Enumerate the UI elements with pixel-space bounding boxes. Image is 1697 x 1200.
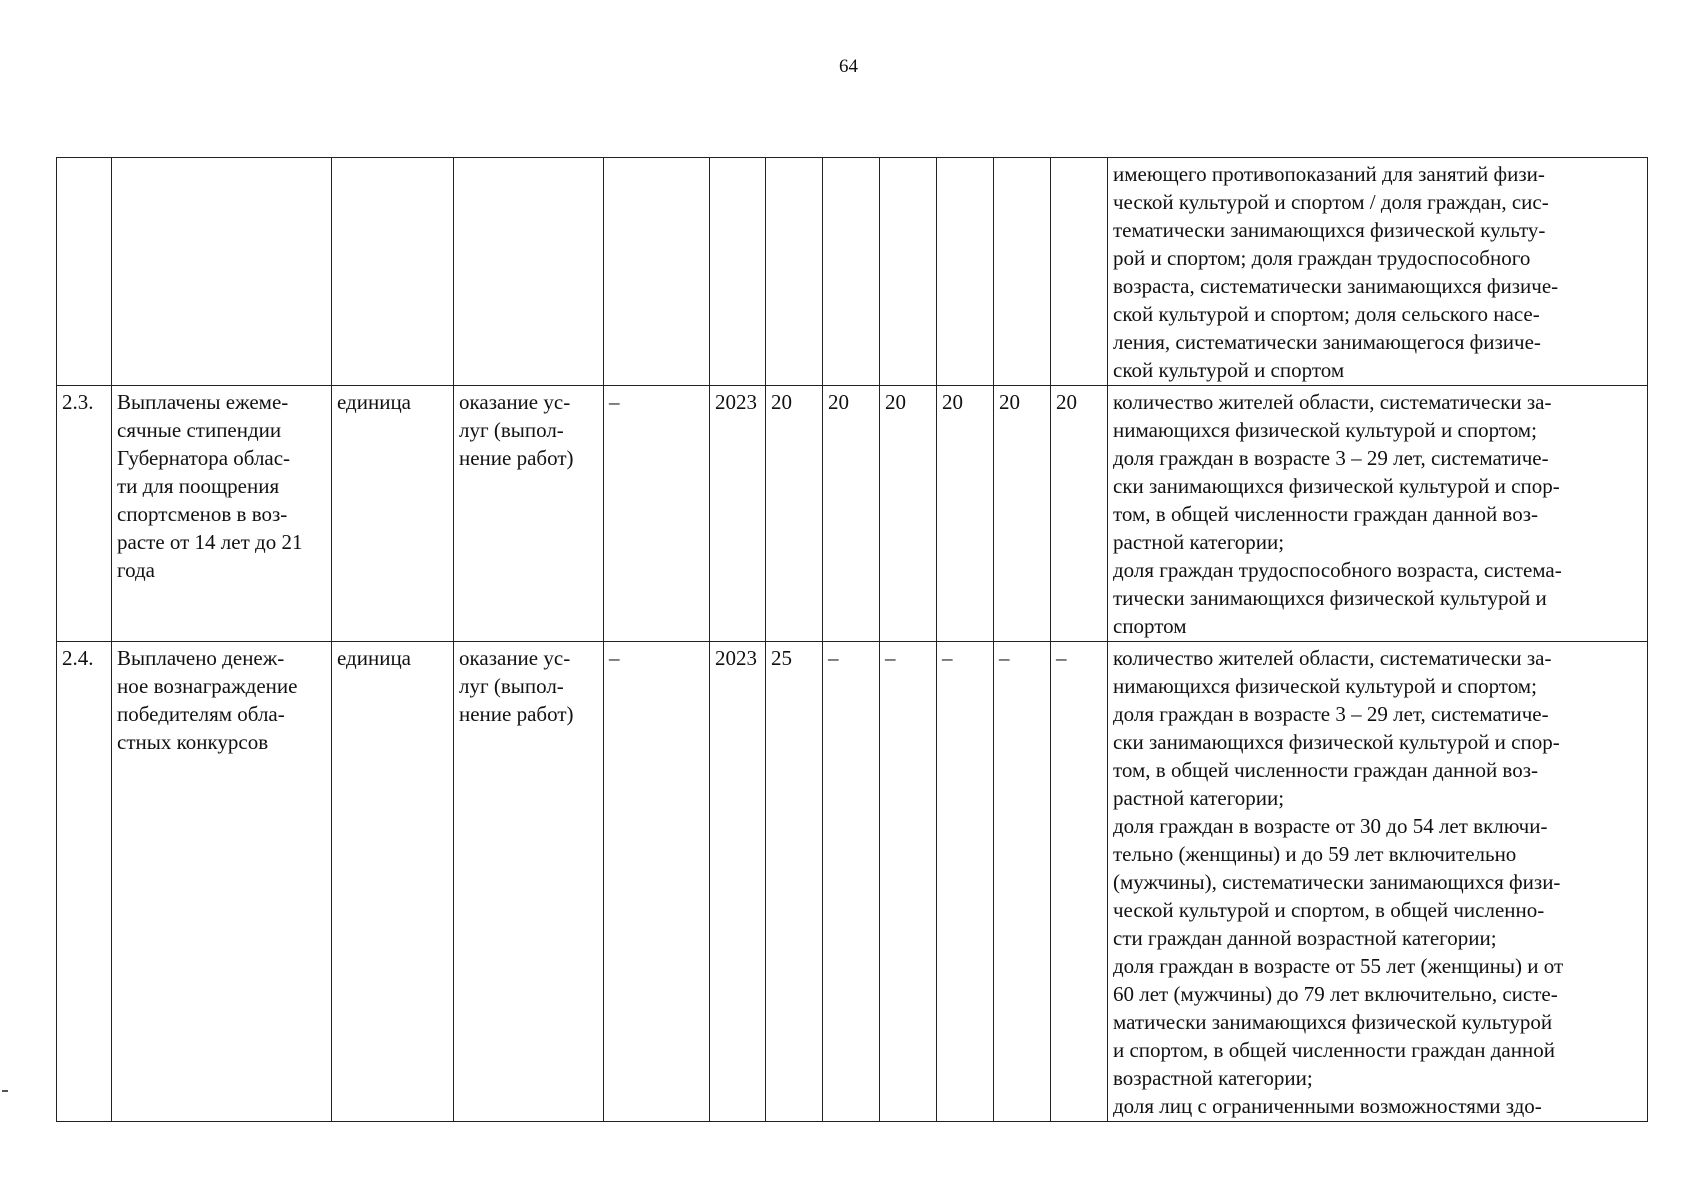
row-value-4: 20 bbox=[937, 386, 994, 642]
row-value-6 bbox=[1051, 158, 1108, 386]
row-unit: единица bbox=[332, 642, 454, 1122]
row-value-5 bbox=[994, 158, 1051, 386]
row-value-1: 20 bbox=[766, 386, 823, 642]
row-value-3: 20 bbox=[880, 386, 937, 642]
row-value-2 bbox=[823, 158, 880, 386]
row-value-5: – bbox=[994, 642, 1051, 1122]
table-row bbox=[57, 642, 1648, 1122]
margin-mark bbox=[2, 1090, 8, 1092]
results-table bbox=[56, 157, 1648, 1122]
row-year: 2023 bbox=[710, 386, 766, 642]
row-value-3: – bbox=[880, 642, 937, 1122]
row-name: Выплачены ежеме- сячные стипендии Губернатора облас- ти для поощрения спортсменов в воз- расте от 14 лет до 21 года bbox=[112, 386, 332, 642]
row-value-4: – bbox=[937, 642, 994, 1122]
row-base-value: – bbox=[604, 642, 710, 1122]
row-value-2: 20 bbox=[823, 386, 880, 642]
row-value-5: 20 bbox=[994, 386, 1051, 642]
row-name bbox=[112, 158, 332, 386]
row-value-1: 25 bbox=[766, 642, 823, 1122]
row-value-2: – bbox=[823, 642, 880, 1122]
row-unit bbox=[332, 158, 454, 386]
row-year bbox=[710, 158, 766, 386]
row-base-value bbox=[604, 158, 710, 386]
row-indicators: количество жителей области, систематически за- нимающихся физической культурой и спортом; доля граждан в возрасте 3 – 29 лет, систематиче- ски занимающихся физической культурой и спор- том, в общей численности граждан данной воз- растной категории; доля граждан в возрасте от 30 до 54 лет включи- тельно (женщины) и до 59 лет включительно (мужчины), систематически занимающихся физи- ческой культурой и спортом, в общей численно- сти граждан данной возрастной категории; доля граждан в возрасте от 55 лет (женщины) и от 60 лет (мужчины) до 79 лет включительно, систе- матически занимающихся физической культурой и спортом, в общей численности граждан данной возрастной категории; доля лиц с ограниченными возможностями здо- bbox=[1108, 642, 1648, 1122]
row-number: 2.4. bbox=[57, 642, 112, 1122]
row-year: 2023 bbox=[710, 642, 766, 1122]
row-value-6: – bbox=[1051, 642, 1108, 1122]
row-value-6: 20 bbox=[1051, 386, 1108, 642]
row-value-4 bbox=[937, 158, 994, 386]
table-row bbox=[57, 386, 1648, 642]
row-type: оказание ус- луг (выпол- нение работ) bbox=[454, 386, 604, 642]
row-indicators: количество жителей области, систематически за- нимающихся физической культурой и спортом; доля граждан в возрасте 3 – 29 лет, систематиче- ски занимающихся физической культурой и спор- том, в общей численности граждан данной воз- растной категории; доля граждан трудоспособного возраста, система- тически занимающихся физической культурой и спортом bbox=[1108, 386, 1648, 642]
row-type: оказание ус- луг (выпол- нение работ) bbox=[454, 642, 604, 1122]
row-type bbox=[454, 158, 604, 386]
row-number: 2.3. bbox=[57, 386, 112, 642]
row-value-1 bbox=[766, 158, 823, 386]
row-base-value: – bbox=[604, 386, 710, 642]
table-row bbox=[57, 158, 1648, 386]
row-name: Выплачено денеж- ное вознаграждение победителям обла- стных конкурсов bbox=[112, 642, 332, 1122]
table-body bbox=[57, 158, 1648, 1122]
row-indicators: имеющего противопоказаний для занятий физи- ческой культурой и спортом / доля граждан, сис- тематически занимающихся физической культу- рой и спортом; доля граждан трудоспособного возраста, систематически занимающихся физиче- ской культурой и спортом; доля сельского насе- ления, систематически занимающегося физиче- ской культурой и спортом bbox=[1108, 158, 1648, 386]
row-value-3 bbox=[880, 158, 937, 386]
row-number bbox=[57, 158, 112, 386]
row-unit: единица bbox=[332, 386, 454, 642]
page-number: 64 bbox=[839, 56, 858, 77]
